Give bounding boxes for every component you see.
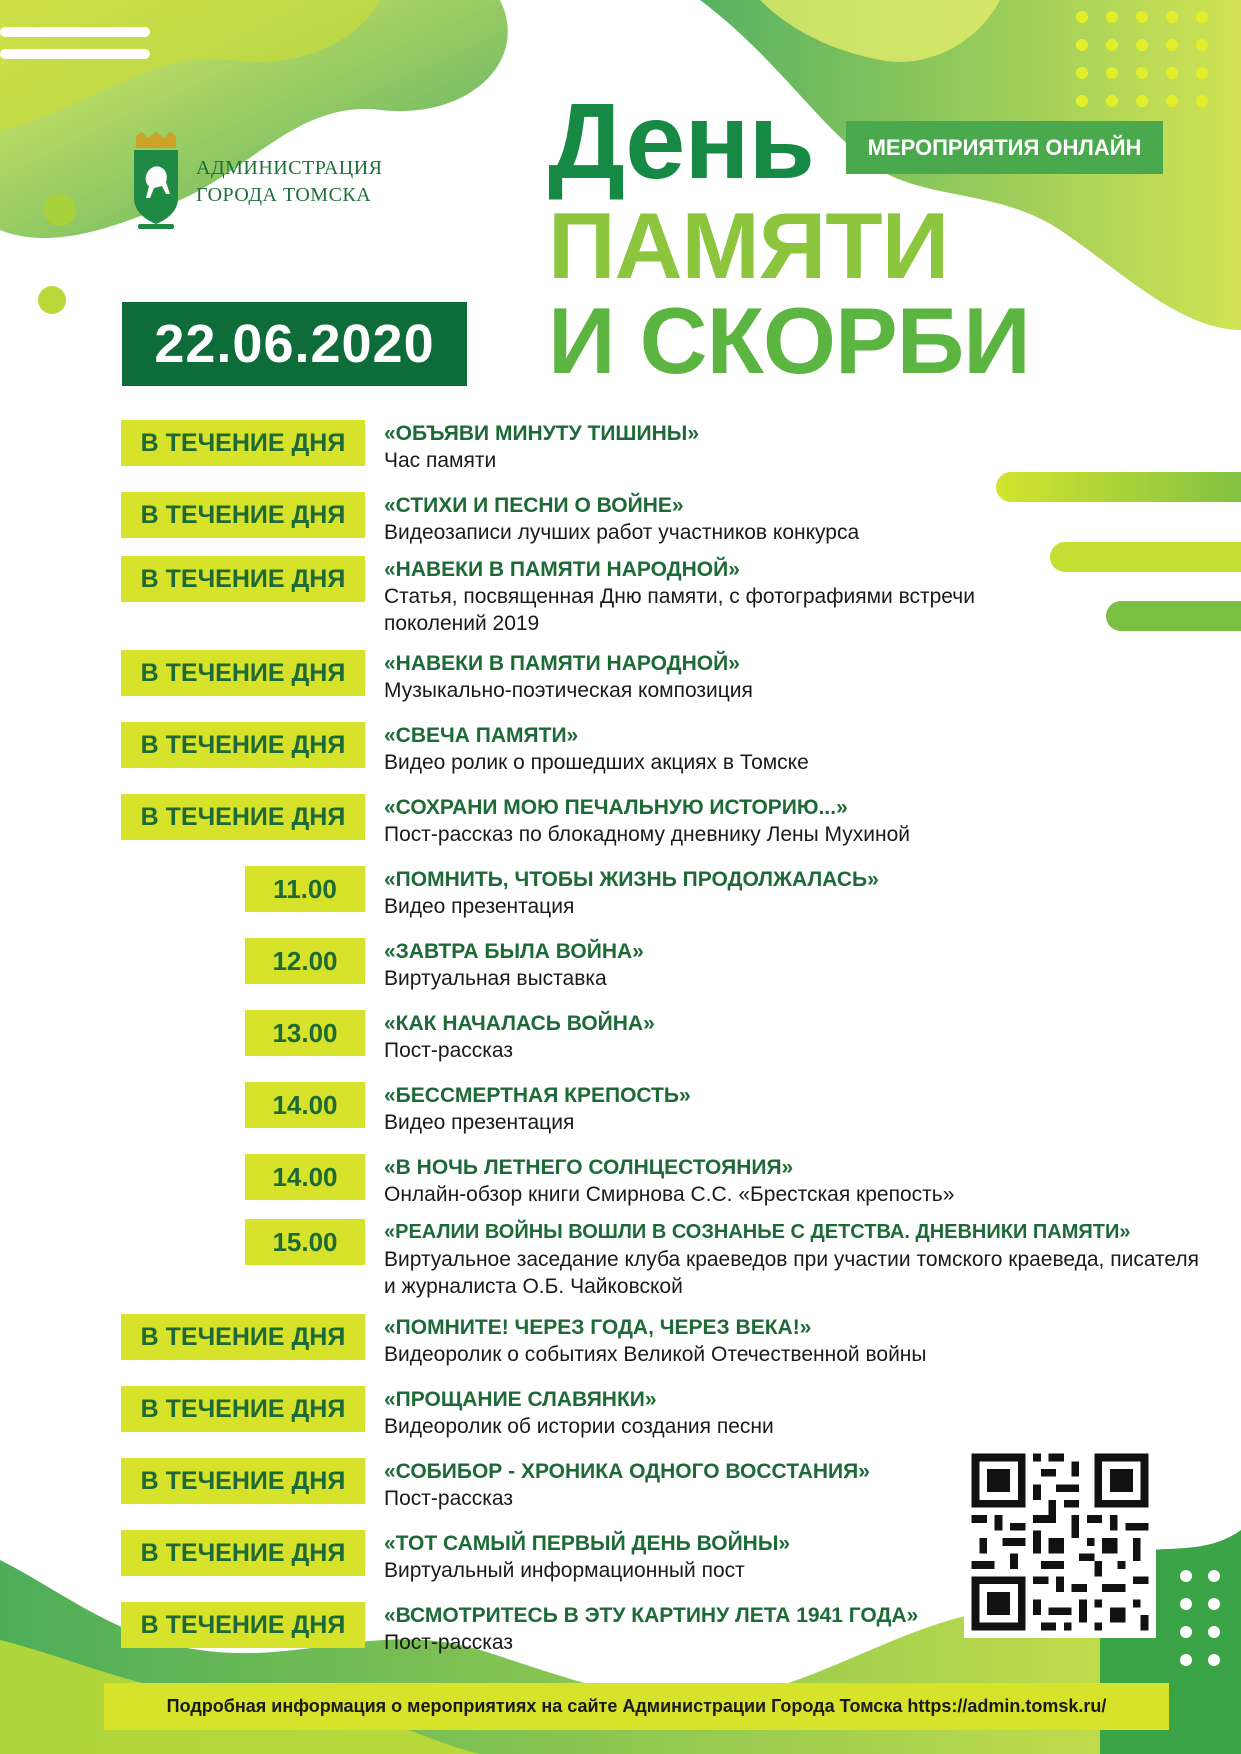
event-description: Видеоролик об истории создания песни xyxy=(384,1415,774,1438)
event-title: «В НОЧЬ ЛЕТНЕГО СОЛНЦЕСТОЯНИЯ» xyxy=(384,1156,794,1179)
org-name-line2: ГОРОДА ТОМСКА xyxy=(196,184,372,206)
event-time-badge: В ТЕЧЕНИЕ ДНЯ xyxy=(121,1314,365,1360)
event-description: Пост-рассказ xyxy=(384,1487,513,1510)
event-description: Пост-рассказ по блокадному дневнику Лены Мухиной xyxy=(384,823,911,846)
event-description: Пост-рассказ xyxy=(384,1039,513,1062)
event-title: «НАВЕКИ В ПАМЯТИ НАРОДНОЙ» xyxy=(384,652,740,675)
org-name-line1: АДМИНИСТРАЦИЯ xyxy=(196,157,383,179)
event-time-badge: 12.00 xyxy=(245,938,365,984)
event-title: «ПРОЩАНИЕ СЛАВЯНКИ» xyxy=(384,1388,657,1411)
online-events-tag: МЕРОПРИЯТИЯ ОНЛАЙН xyxy=(846,121,1163,174)
event-time-badge: 14.00 xyxy=(245,1154,365,1200)
event-description: Видеоролик о событиях Великой Отечественной войны xyxy=(384,1343,927,1366)
event-description: Видео ролик о прошедших акциях в Томске xyxy=(384,751,809,774)
event-description: Час памяти xyxy=(384,449,497,472)
event-time-badge: 11.00 xyxy=(245,866,365,912)
title-line-1: День xyxy=(548,80,814,201)
event-date: 22.06.2020 xyxy=(122,302,467,386)
event-description: Пост-рассказ xyxy=(384,1631,513,1654)
coat-of-arms-icon xyxy=(130,132,182,232)
organization-logo xyxy=(130,132,383,232)
event-title: «ВСМОТРИТЕСЬ В ЭТУ КАРТИНУ ЛЕТА 1941 ГОДА» xyxy=(384,1604,919,1627)
event-time-badge: В ТЕЧЕНИЕ ДНЯ xyxy=(121,722,365,768)
qr-code[interactable] xyxy=(964,1446,1156,1638)
event-title: «ПОМНИТЕ! ЧЕРЕЗ ГОДА, ЧЕРЕЗ ВЕКА!» xyxy=(384,1316,812,1339)
event-time-badge: 15.00 xyxy=(245,1219,365,1265)
event-description: Видеозаписи лучших работ участников конкурса xyxy=(384,521,860,544)
event-description: Виртуальный информационный пост xyxy=(384,1559,745,1582)
event-time-badge: В ТЕЧЕНИЕ ДНЯ xyxy=(121,1602,365,1648)
title-line-3: И СКОРБИ xyxy=(548,288,1030,393)
event-description: Виртуальная выставка xyxy=(384,967,607,990)
event-title: «СОБИБОР - ХРОНИКА ОДНОГО ВОССТАНИЯ» xyxy=(384,1460,870,1483)
event-time-badge: 13.00 xyxy=(245,1010,365,1056)
title-line-2: ПАМЯТИ xyxy=(548,193,949,298)
event-title: «КАК НАЧАЛАСЬ ВОЙНА» xyxy=(384,1012,655,1035)
event-description: Музыкально-поэтическая композиция xyxy=(384,679,753,702)
event-description: Видео презентация xyxy=(384,1111,575,1134)
event-title: «СВЕЧА ПАМЯТИ» xyxy=(384,724,579,747)
event-title: «БЕССМЕРТНАЯ КРЕПОСТЬ» xyxy=(384,1084,691,1107)
qr-code-icon xyxy=(964,1446,1156,1638)
event-time-badge: В ТЕЧЕНИЕ ДНЯ xyxy=(121,1530,365,1576)
event-description: Онлайн-обзор книги Смирнова С.С. «Брестская крепость» xyxy=(384,1183,955,1206)
event-title: «ПОМНИТЬ, ЧТОБЫ ЖИЗНЬ ПРОДОЛЖАЛАСЬ» xyxy=(384,868,879,891)
event-time-badge: В ТЕЧЕНИЕ ДНЯ xyxy=(121,650,365,696)
event-time-badge: В ТЕЧЕНИЕ ДНЯ xyxy=(121,492,365,538)
footer-info-link[interactable]: Подробная информация о мероприятиях на сайте Администрации Города Томска https://admin.tomsk.ru/ xyxy=(104,1683,1169,1730)
event-title: «СТИХИ И ПЕСНИ О ВОЙНЕ» xyxy=(384,494,684,517)
event-time-badge: В ТЕЧЕНИЕ ДНЯ xyxy=(121,794,365,840)
event-time-badge: В ТЕЧЕНИЕ ДНЯ xyxy=(121,556,365,602)
event-time-badge: В ТЕЧЕНИЕ ДНЯ xyxy=(121,420,365,466)
event-title: «ОБЪЯВИ МИНУТУ ТИШИНЫ» xyxy=(384,422,700,445)
event-description: Виртуальное заседание клуба краеведов при участии томского краеведа, писателя и журналиста О.Б. Чайковской xyxy=(384,1248,1200,1298)
event-description: Видео презентация xyxy=(384,895,575,918)
event-title: «ТОТ САМЫЙ ПЕРВЫЙ ДЕНЬ ВОЙНЫ» xyxy=(384,1532,791,1555)
event-title: «СОХРАНИ МОЮ ПЕЧАЛЬНУЮ ИСТОРИЮ...» xyxy=(384,796,848,819)
event-title: «РЕАЛИИ ВОЙНЫ ВОШЛИ В СОЗНАНЬЕ С ДЕТСТВА. ДНЕВНИКИ ПАМЯТИ» xyxy=(384,1221,1131,1243)
event-description: Статья, посвященная Дню памяти, с фотографиями встречи поколений 2019 xyxy=(384,585,975,635)
event-time-badge: В ТЕЧЕНИЕ ДНЯ xyxy=(121,1386,365,1432)
event-title: «ЗАВТРА БЫЛА ВОЙНА» xyxy=(384,940,644,963)
event-title: «НАВЕКИ В ПАМЯТИ НАРОДНОЙ» xyxy=(384,558,740,581)
event-time-badge: 14.00 xyxy=(245,1082,365,1128)
event-time-badge: В ТЕЧЕНИЕ ДНЯ xyxy=(121,1458,365,1504)
